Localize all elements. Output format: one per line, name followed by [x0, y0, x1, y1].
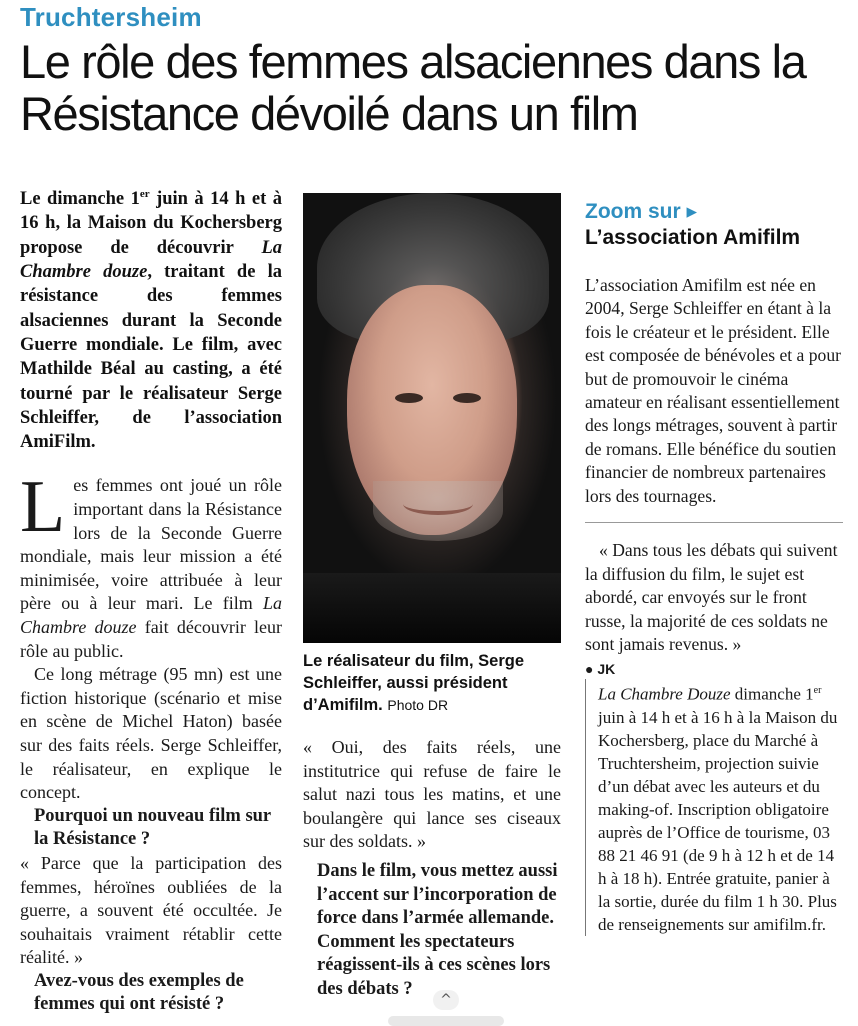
paragraph-1-text-a: es femmes ont joué un rôle important dans la Résistance lors de la Seconde Guerre mondiale, mais leur mission a été minimisée, voire attribuée à leur père ou à leur mari. Le film	[20, 475, 282, 614]
photo-credit: Photo DR	[387, 697, 449, 713]
question-1: Pourquoi un nouveau film sur la Résistance ?	[34, 805, 271, 850]
chapo-text-3: , traitant de la résistance des femmes alsaciennes durant la Seconde Guerre mondiale. Le film, avec Mathilde Béal au casting, a été tourné par le réalisateur Serge Schleiffer, de l’association AmiFilm.	[20, 262, 282, 453]
chapo-film-title: La Chambre douze	[20, 237, 282, 283]
kicker: Truchtersheim	[20, 2, 202, 32]
column-left	[20, 182, 282, 1017]
section-divider	[585, 522, 843, 523]
chapo	[20, 182, 282, 454]
question-2: Avez-vous des exemples de femmes qui ont résisté ?	[34, 970, 244, 1015]
event-info-text-2: juin à 14 h et à 16 h à la Maison du Kochersberg, place du Marché à Truchtersheim, projection suivie d’un débat avec les auteurs et du making-of. Inscription obligatoire auprès de l’Office de tourisme, 03 88 21 46 91 (de 9 h à 12 h et de 14 h à 18 h). Entrée gratuite, panier à la sortie, durée du film 1 h 30. Plus de renseignements sur amifilm.fr.	[598, 707, 838, 934]
photo-caption-text: Le réalisateur du film, Serge Schleiffer, aussi président d’Amifilm.	[303, 652, 524, 714]
zoom-label: Zoom sur ▸	[585, 200, 698, 223]
photo-shirt	[303, 573, 561, 643]
portrait-photo	[303, 193, 561, 643]
headline: Le rôle des femmes alsaciennes dans la Résistance dévoilé dans un film	[20, 35, 806, 140]
event-info-sup: er	[813, 685, 822, 697]
photo-caption	[303, 650, 561, 716]
paragraph-1	[20, 466, 283, 663]
column-middle	[303, 193, 561, 1002]
answer-1: « Parce que la participation des femmes, héroïnes oubliées de la guerre, a souvent été occultée. Je souhaitais vraiment rétablir cette réalité. »	[20, 852, 282, 968]
answer-3: « Dans tous les débats qui suivent la diffusion du film, le sujet est abordé, car envoyés sur le front russe, la majorité de ces soldats ne sont jamais revenus. »	[585, 540, 838, 655]
chapo-sup: er	[139, 188, 150, 200]
photo-eye-left	[395, 393, 423, 403]
paragraph-1-film-title: La Chambre douze	[20, 593, 282, 637]
dropcap: L	[20, 466, 66, 549]
event-info-text-1: dimanche 1	[730, 684, 814, 704]
scroll-up-chevron-icon[interactable]: ^	[433, 990, 459, 1010]
photo-eye-right	[453, 393, 481, 403]
chapo-text-1: Le dimanche 1	[20, 189, 140, 210]
photo-mouth	[403, 493, 473, 515]
paragraph-1-text-b: fait découvrir leur rôle au public.	[20, 616, 283, 661]
question-3: Dans le film, vous mettez aussi l’accent sur l’incorporation de force dans l’armée allemande. Comment les spectateurs réagissent-ils à ces scènes lors des débats ?	[317, 860, 558, 999]
paragraph-2: Ce long métrage (95 mn) est une fiction historique (scénario et mise en scène de Michel Haton) basée sur des faits réels. Serge Schleiffer, le réalisateur, en explique le concept.	[20, 664, 282, 803]
column-right	[585, 200, 843, 936]
zoom-text: L’association Amifilm est née en 2004, Serge Schleiffer en étant à la fois le créateur et le président. Elle est composée de bénévoles et a pour but de promouvoir le cinéma amateur en réalisant essentiellement des longs métrages, souvent à partir de romans. Elle bénéfice du soutien financier de nombreux partenaires lors des tournages.	[585, 275, 841, 506]
event-info	[585, 679, 843, 936]
answer-2: « Oui, des faits réels, une institutrice qui refuse de faire le salut nazi tous les matins, et une boulangère qui lance ses ciseaux sur des soldats. »	[303, 737, 561, 852]
home-indicator-bar[interactable]	[388, 1016, 504, 1026]
event-info-film-title: La Chambre Douze	[598, 684, 731, 704]
chapo-text-2: juin à 14 h et à 16 h, la Maison du Kochersberg propose de découvrir	[20, 189, 282, 258]
author-signature: ● JK	[585, 661, 616, 678]
zoom-title: L’association Amifilm	[585, 226, 801, 249]
